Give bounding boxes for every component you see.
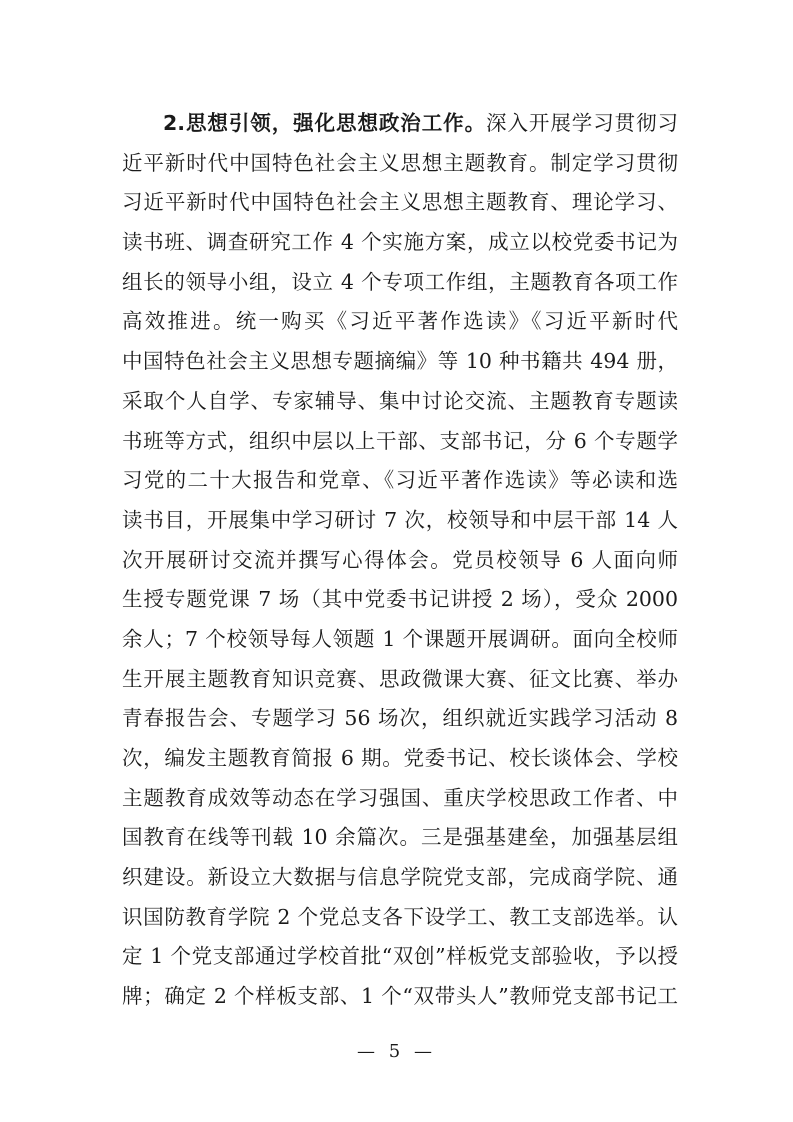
paragraph-line: 读书目，开展集中学习研讨 7 次，校领导和中层干部 14 人: [122, 507, 678, 532]
paragraph-first-line: [122, 104, 678, 144]
first-line-text: 深入开展学习贯彻习: [486, 111, 679, 135]
paragraph-line: 识国防教育学院 2 个党总支各下设学工、教工支部选举。认: [122, 904, 678, 929]
paragraph-line: 次，编发主题教育简报 6 期。党委书记、校长谈体会、学校: [122, 746, 678, 770]
paragraph-line: 生开展主题教育知识竞赛、思政微课大赛、征文比赛、举办: [122, 666, 678, 691]
paragraph-line: 主题教育成效等动态在学习强国、重庆学校思政工作者、中: [122, 785, 678, 810]
section-heading: 2.思想引领，强化思想政治工作。: [163, 111, 487, 135]
paragraph-line: 高效推进。统一购买《习近平著作选读》《习近平新时代: [122, 309, 678, 334]
paragraph-line: 国教育在线等刊载 10 余篇次。三是强基建垒，加强基层组: [122, 825, 678, 850]
body-paragraph: [122, 104, 678, 1017]
paragraph-line: 牌；确定 2 个样板支部、1 个“双带头人”教师党支部书记工: [122, 984, 678, 1009]
paragraph-line: 中国特色社会主义思想专题摘编》等 10 种书籍共 494 册，: [122, 349, 678, 374]
paragraph-line: 生授专题党课 7 场（其中党委书记讲授 2 场），受众 2000: [122, 587, 678, 612]
page-number: — 5 —: [357, 1041, 436, 1062]
paragraph-line: 读书班、调查研究工作 4 个实施方案，成立以校党委书记为: [122, 230, 678, 255]
paragraph-line: 习党的二十大报告和党章、《习近平著作选读》等必读和选: [122, 468, 678, 493]
paragraph-line: 余人；7 个校领导每人领题 1 个课题开展调研。面向全校师: [122, 626, 678, 651]
paragraph-line: 书班等方式，组织中层以上干部、支部书记，分 6 个专题学: [122, 428, 678, 453]
paragraph-line: 习近平新时代中国特色社会主义思想主题教育、理论学习、: [122, 190, 678, 215]
paragraph-line: 近平新时代中国特色社会主义思想主题教育。制定学习贯彻: [122, 150, 678, 175]
paragraph-line: 采取个人自学、专家辅导、集中讨论交流、主题教育专题读: [122, 388, 678, 413]
paragraph-line: 次开展研讨交流并撰写心得体会。党员校领导 6 人面向师: [122, 547, 678, 572]
paragraph-line: 定 1 个党支部通过学校首批“双创”样板党支部验收，予以授: [122, 944, 678, 969]
paragraph-line: 青春报告会、专题学习 56 场次，组织就近实践学习活动 8: [122, 706, 678, 731]
paragraph-line: 组长的领导小组，设立 4 个专项工作组，主题教育各项工作: [122, 269, 678, 294]
paragraph-line: 织建设。新设立大数据与信息学院党支部，完成商学院、通: [122, 865, 678, 890]
